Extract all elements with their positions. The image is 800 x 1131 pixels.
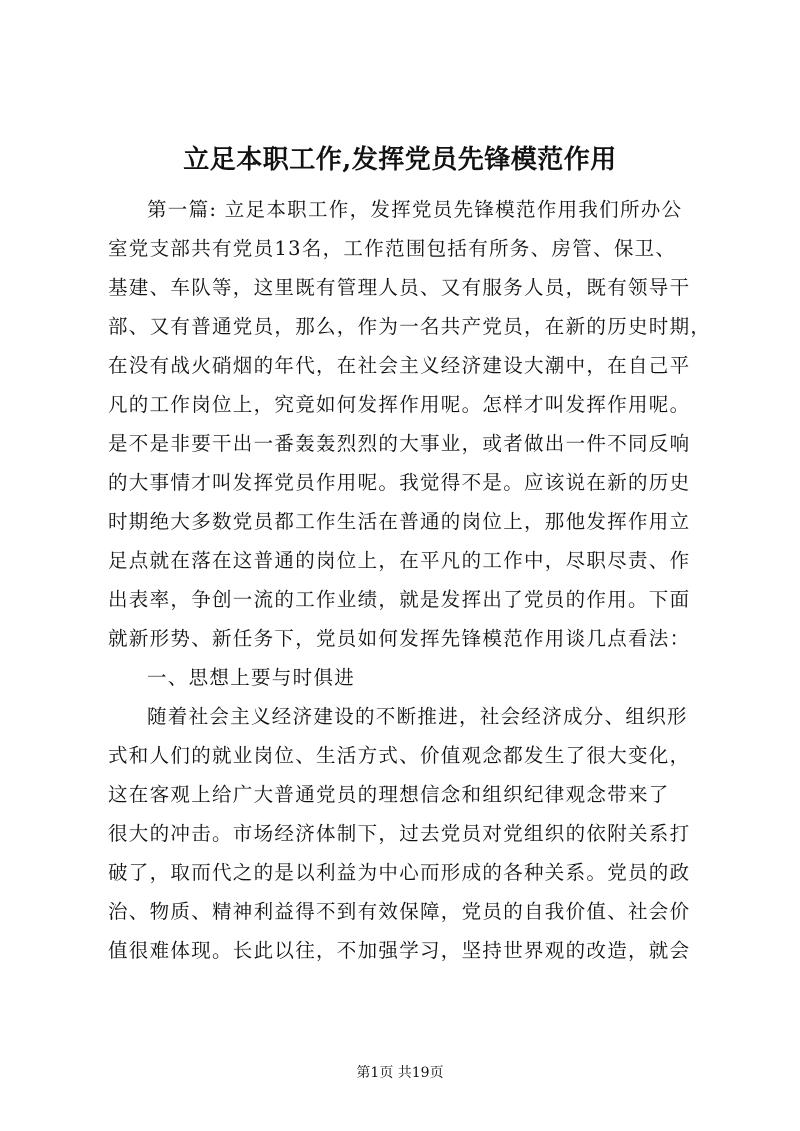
- body-line: 凡的工作岗位上，究竟如何发挥作用呢。怎样才叫发挥作用呢。: [108, 393, 691, 416]
- body-line: 值很难体现。长此以往，不加强学习，坚持世界观的改造，就会: [108, 939, 691, 962]
- body-line: 随着社会主义经济建设的不断推进，社会经济成分、组织形: [147, 705, 688, 728]
- document-body: [108, 190, 712, 970]
- section-heading: 一、思想上要与时俱进: [147, 666, 356, 689]
- document-title: 立足本职工作,发挥党员先锋模范作用: [183, 145, 617, 175]
- body-line: 治、物质、精神利益得不到有效保障，党员的自我价值、社会价: [108, 900, 691, 923]
- body-line: 足点就在落在这普通的岗位上，在平凡的工作中，尽职尽责、作: [108, 549, 691, 572]
- body-line: 破了，取而代之的是以利益为中心而形成的各种关系。党员的政: [108, 861, 691, 884]
- body-line: 时期绝大多数党员都工作生活在普通的岗位上，那他发挥作用立: [108, 510, 691, 533]
- body-line: 这在客观上给广大普通党员的理想信念和组织纪律观念带来了: [108, 783, 670, 806]
- body-line: 的大事情才叫发挥党员作用呢。我觉得不是。应该说在新的历史: [108, 471, 691, 494]
- body-line: 第一篇: 立足本职工作，发挥党员先锋模范作用我们所办公: [147, 198, 683, 221]
- body-line: 部、又有普通党员，那么，作为一名共产党员，在新的历史时期，: [108, 315, 712, 338]
- body-line: 在没有战火硝烟的年代，在社会主义经济建设大潮中，在自己平: [108, 354, 691, 377]
- body-line: 出表率，争创一流的工作业绩，就是发挥出了党员的作用。下面: [108, 588, 691, 611]
- body-line: 基建、车队等，这里既有管理人员、又有服务人员，既有领导干: [108, 276, 691, 299]
- body-line: 很大的冲击。市场经济体制下，过去党员对党组织的依附关系打: [108, 822, 691, 845]
- body-line: 式和人们的就业岗位、生活方式、价值观念都发生了很大变化，: [108, 744, 691, 767]
- body-line: 是不是非要干出一番轰轰烈烈的大事业，或者做出一件不同反响: [108, 432, 691, 455]
- body-line: 室党支部共有党员13名，工作范围包括有所务、房管、保卫、: [108, 237, 677, 260]
- body-line: 就新形势、新任务下，党员如何发挥先锋模范作用谈几点看法：: [108, 627, 691, 650]
- page-number-footer: 第1页 共19页: [356, 1065, 444, 1081]
